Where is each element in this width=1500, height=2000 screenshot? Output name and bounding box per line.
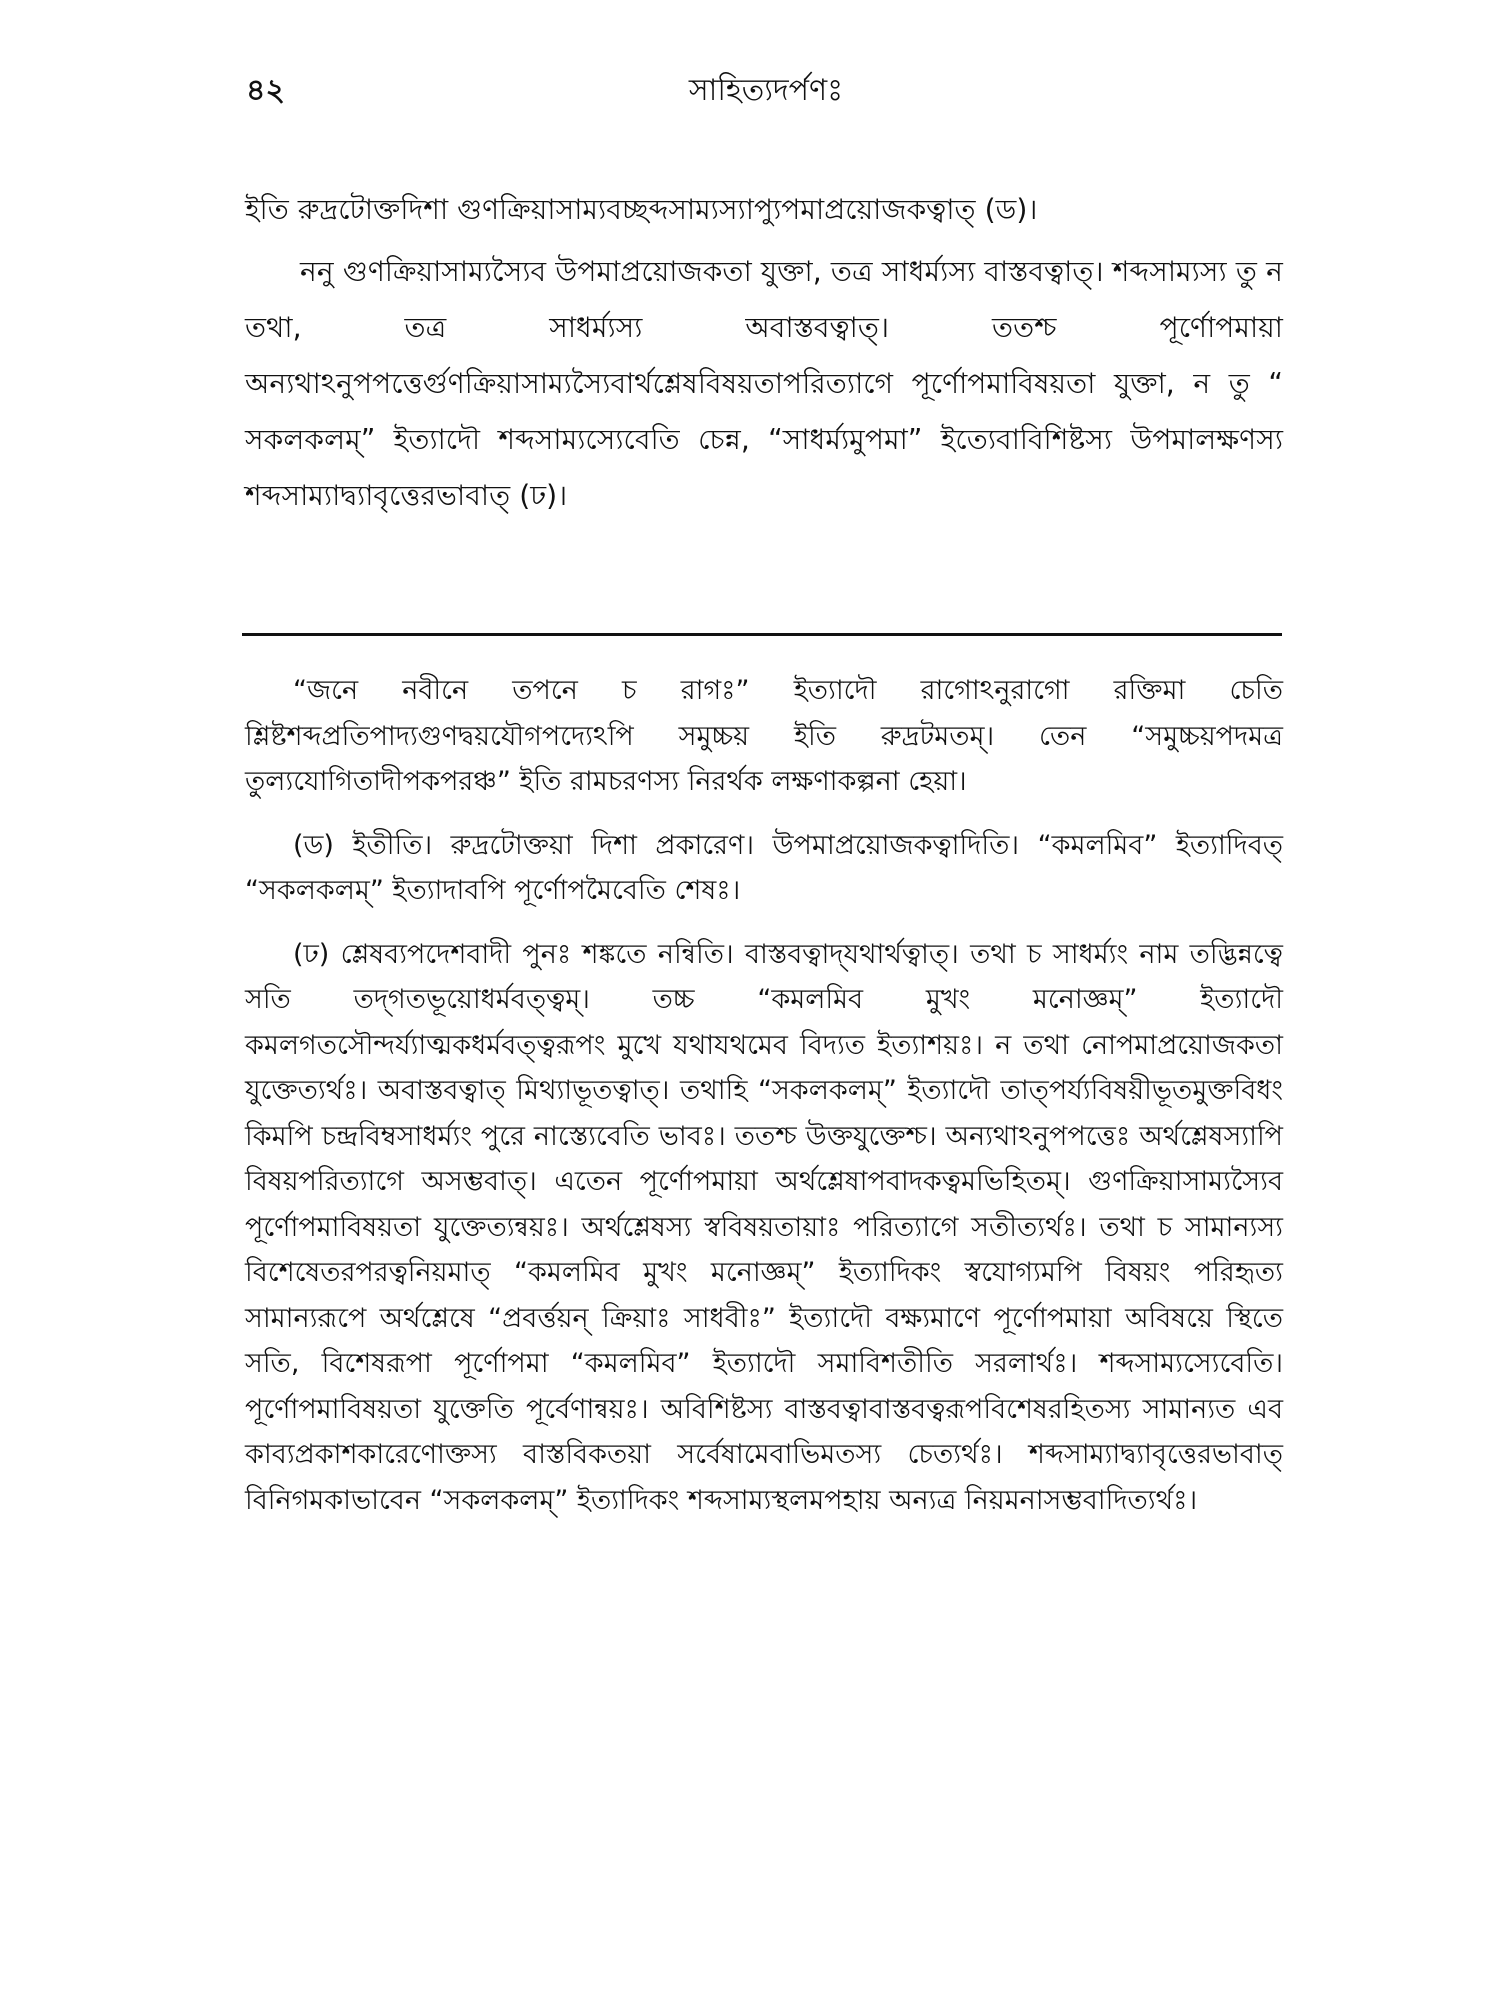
main-paragraph-1: ইতি রুদ্রটোক্তদিশা গুণক্রিয়াসাম্যবচ্ছব্দসাম্যস্যাপ্যুপমাপ্রয়োজকত্বাত্ (ড)। xyxy=(245,193,1038,226)
running-title: সাহিত্যদর্পণঃ xyxy=(688,73,844,108)
footnote-da: (ড) ইতীতি। রুদ্রটোক্তয়া দিশা প্রকারেণ। উপমাপ্রয়োজকত্বাদিতি। “কমলমিব” ইত্যাদিবত্ “সকলকলম্” ইত্যাদাবপি পূর্ণোপমৈবেতি শেষঃ। xyxy=(245,829,1283,906)
footnote-divider xyxy=(242,633,1282,636)
footnote-dha: (ঢ) শ্লেষব্যপদেশবাদী পুনঃ শঙ্কতে নন্বিতি। বাস্তবত্বাদ্‌যথার্থত্বাত্। তথা চ সাধর্ম্যং নাম তদ্ভিন্নত্বে সতি তদ্‌গতভূয়োধর্মবত্ত্বম্। তচ্চ “কমলমিব মুখং মনোজ্ঞম্” ইত্যাদৌ কমলগতসৌন্দর্য্যাত্মকধর্মবত্ত্বরূপং মুখে যথাযথমেব বিদ্যত ইত্যাশয়ঃ। ন তথা নোপমাপ্রয়োজকতা যুক্তেত্যর্থঃ। অবাস্তবত্বাত্ মিথ্যাভূতত্বাত্। তথাহি “সকলকলম্” ইত্যাদৌ তাত্পর্য্যবিষয়ীভূতমুক্তবিধং কিমপি চন্দ্রবিম্বসাধর্ম্যং পুরে নাস্ত্যেবেতি ভাবঃ। ততশ্চ উক্তযুক্তেশ্চ। অন্যথাঽনুপপত্তেঃ অর্থশ্লেষস্যাপি বিষয়পরিত্যাগে অসম্ভবাত্। এতেন পূর্ণোপমায়া অর্থশ্লেষাপবাদকত্বমভিহিতম্। গুণক্রিয়াসাম্যস্যৈব পূর্ণোপমাবিষয়তা যুক্তেত্যন্বয়ঃ। অর্থশ্লেষস্য স্ববিষয়তায়াঃ পরিত্যাগে সতীত্যর্থঃ। তথা চ সামান্যস্য বিশেষেতরপরত্বনিয়মাত্ “কমলমিব মুখং মনোজ্ঞম্” ইত্যাদিকং স্বযোগ্যমপি বিষয়ং পরিহৃত্য সামান্যরূপে অর্থশ্লেষে “প্রবর্ত্তয়ন্ ক্রিয়াঃ সাধবীঃ” ইত্যাদৌ বক্ষ্যমাণে পূর্ণোপমায়া অবিষয়ে স্থিতে সতি, বিশেষরূপা পূর্ণোপমা “কমলমিব” ইত্যাদৌ সমাবিশতীতি সরলার্থঃ। শব্দসাম্যস্যেবেতি। পূর্ণোপমাবিষয়তা যুক্তেতি পূর্বেণান্বয়ঃ। অবিশিষ্টস্য বাস্তবত্বাবাস্তবত্বরূপবিশেষরহিতস্য সামান্যত এব কাব্যপ্রকাশকারেণোক্তস্য বাস্তবিকতয়া সর্বেষামেবাভিমতস্য চেত্যর্থঃ। শব্দসাম্যাদ্ব্যাবৃত্তেরভাবাত্ বিনিগমকাভাবেন “সকলকলম্” ইত্যাদিকং শব্দসাম্যস্থলমপহায় অন্যত্র নিয়মনাসম্ভবাদিত্যর্থঃ। xyxy=(245,938,1283,1516)
page-header xyxy=(246,66,1286,116)
page-number: ৪২ xyxy=(246,73,285,108)
footnotes xyxy=(245,668,1283,1523)
main-text xyxy=(245,182,1283,524)
main-paragraph-2: ননু গুণক্রিয়াসাম্যস্যৈব উপমাপ্রয়োজকতা যুক্তা, তত্র সাধর্ম্যস্য বাস্তবত্বাত্। শব্দসাম্যস্য তু ন তথা, তত্র সাধর্ম্যস্য অবাস্তবত্বাত্। ততশ্চ পূর্ণোপমায়া অন্যথাঽনুপপত্তের্গুণক্রিয়াসাম্যস্যৈবার্থশ্লেষবিষয়তাপরিত্যাগে পূর্ণোপমাবিষয়তা যুক্তা, ন তু “ সকলকলম্” ইত্যাদৌ শব্দসাম্যস্যেবেতি চেন্ন, “সাধর্ম্যমুপমা” ইত্যেবাবিশিষ্টস্য উপমালক্ষণস্য শব্দসাম্যাদ্ব্যাবৃত্তেরভাবাত্ (ঢ)। xyxy=(245,255,1283,512)
footnote-1: “জনে নবীনে তপনে চ রাগঃ” ইত্যাদৌ রাগোঽনুরাগো রক্তিমা চেতি শ্লিষ্টশব্দপ্রতিপাদ্যগুণদ্বয়যৌগপদ্যেঽপি সমুচ্চয় ইতি রুদ্রটমতম্। তেন “সমুচ্চয়পদমত্র তুল্যযোগিতাদীপকপরঞ্চ” ইতি রামচরণস্য নিরর্থক লক্ষণাকল্পনা হেয়া। xyxy=(245,675,1283,797)
